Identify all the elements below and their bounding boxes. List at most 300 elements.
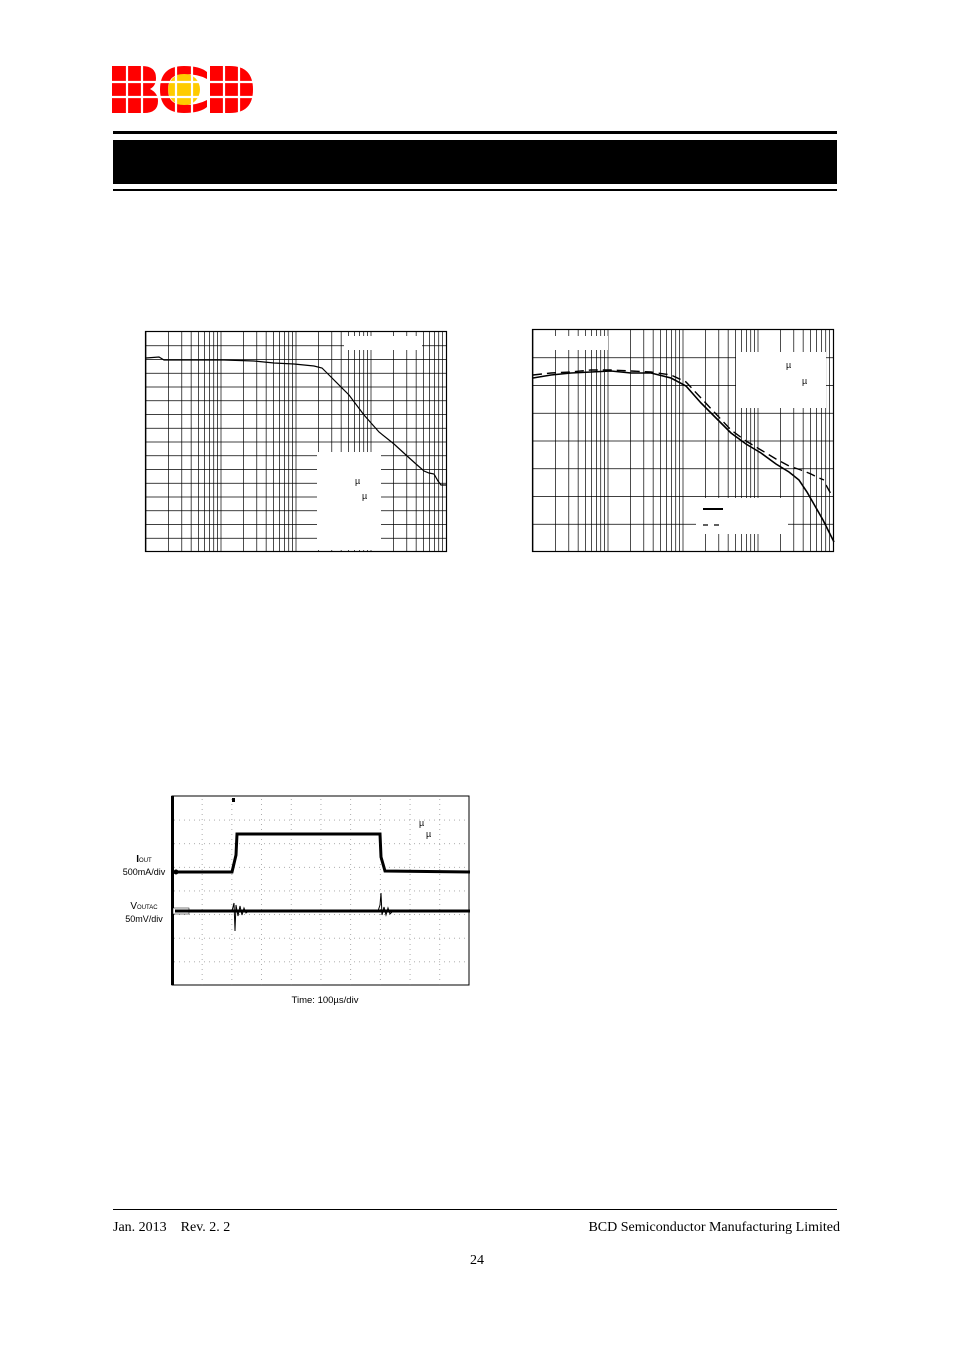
- legend-box-mid: [736, 352, 826, 408]
- graticule-dot: [261, 974, 262, 975]
- graticule-dot: [231, 904, 232, 905]
- graticule-dot: [274, 914, 275, 915]
- graticule-dot: [261, 899, 262, 900]
- graticule-dot: [269, 914, 270, 915]
- graticule-dot: [374, 891, 375, 892]
- graticule-dot: [321, 919, 322, 920]
- graticule-dot: [434, 843, 435, 844]
- graticule-dot: [350, 979, 351, 980]
- graticule-dot: [309, 891, 310, 892]
- graticule-dot: [321, 829, 322, 830]
- graticule-dot: [389, 938, 390, 939]
- graticule-dot: [204, 938, 205, 939]
- graticule-dot: [439, 834, 440, 835]
- graticule-dot: [350, 969, 351, 970]
- graticule-dot: [410, 969, 411, 970]
- graticule-dot: [399, 843, 400, 844]
- graticule-dot: [231, 884, 232, 885]
- graticule-dot: [439, 849, 440, 850]
- graticule-dot: [299, 891, 300, 892]
- graticule-dot: [414, 891, 415, 892]
- graticule-dot: [424, 867, 425, 868]
- graticule-dot: [202, 804, 203, 805]
- graticule-dot: [229, 843, 230, 844]
- graticule-dot: [459, 938, 460, 939]
- graticule-dot: [261, 814, 262, 815]
- graticule-dot: [231, 804, 232, 805]
- graticule-dot: [219, 891, 220, 892]
- graticule-dot: [349, 891, 350, 892]
- graticule-dot: [314, 961, 315, 962]
- graticule-dot: [359, 914, 360, 915]
- graticule-dot: [309, 843, 310, 844]
- graticule-dot: [410, 944, 411, 945]
- graticule-dot: [204, 961, 205, 962]
- graticule-dot: [231, 944, 232, 945]
- graticule-dot: [291, 829, 292, 830]
- graticule-dot: [410, 839, 411, 840]
- graticule-dot: [380, 864, 381, 865]
- graticule-dot: [429, 820, 430, 821]
- graticule-dot: [321, 979, 322, 980]
- graticule-dot: [399, 820, 400, 821]
- graticule-dot: [364, 914, 365, 915]
- graticule-dot: [231, 974, 232, 975]
- graticule-dot: [429, 938, 430, 939]
- graticule-dot: [344, 938, 345, 939]
- graticule-dot: [254, 843, 255, 844]
- chart-top-right: [531, 328, 836, 554]
- graticule-dot: [364, 843, 365, 844]
- graticule-dot: [434, 961, 435, 962]
- graticule-dot: [294, 820, 295, 821]
- graticule-dot: [189, 843, 190, 844]
- graticule-dot: [350, 899, 351, 900]
- graticule-dot: [439, 954, 440, 955]
- graticule-dot: [439, 884, 440, 885]
- graticule-dot: [410, 974, 411, 975]
- graticule-dot: [399, 961, 400, 962]
- graticule-dot: [231, 824, 232, 825]
- graticule-dot: [314, 938, 315, 939]
- graticule-dot: [234, 843, 235, 844]
- graticule-dot: [291, 879, 292, 880]
- graticule-dot: [350, 844, 351, 845]
- graticule-dot: [261, 894, 262, 895]
- graticule-dot: [399, 914, 400, 915]
- graticule-dot: [284, 867, 285, 868]
- graticule-dot: [194, 961, 195, 962]
- graticule-dot: [350, 959, 351, 960]
- graticule-dot: [414, 961, 415, 962]
- graticule-dot: [199, 820, 200, 821]
- graticule-dot: [319, 867, 320, 868]
- graticule-dot: [410, 949, 411, 950]
- graticule-dot: [324, 820, 325, 821]
- graticule-dot: [319, 938, 320, 939]
- graticule-dot: [449, 938, 450, 939]
- graticule-dot: [269, 938, 270, 939]
- graticule-dot: [204, 867, 205, 868]
- graticule-dot: [179, 867, 180, 868]
- graticule-dot: [291, 799, 292, 800]
- graticule-dot: [231, 934, 232, 935]
- graticule-dot: [459, 891, 460, 892]
- graticule-dot: [231, 814, 232, 815]
- graticule-dot: [419, 891, 420, 892]
- graticule-dot: [409, 820, 410, 821]
- graticule-dot: [434, 820, 435, 821]
- graticule-dot: [261, 824, 262, 825]
- graticule-dot: [294, 914, 295, 915]
- graticule-dot: [279, 843, 280, 844]
- graticule-dot: [350, 864, 351, 865]
- graticule-dot: [410, 854, 411, 855]
- graticule-dot: [202, 814, 203, 815]
- graticule-dot: [389, 891, 390, 892]
- graticule-dot: [379, 867, 380, 868]
- graticule-dot: [231, 919, 232, 920]
- graticule-dot: [264, 820, 265, 821]
- graticule-dot: [289, 843, 290, 844]
- graticule-dot: [350, 974, 351, 975]
- graticule-dot: [261, 944, 262, 945]
- graticule-dot: [350, 944, 351, 945]
- graticule-dot: [291, 949, 292, 950]
- graticule-dot: [231, 829, 232, 830]
- graticule-dot: [449, 867, 450, 868]
- graticule-dot: [439, 854, 440, 855]
- graticule-dot: [259, 843, 260, 844]
- graticule-dot: [214, 867, 215, 868]
- graticule-dot: [429, 867, 430, 868]
- graticule-dot: [464, 867, 465, 868]
- graticule-dot: [274, 867, 275, 868]
- graticule-dot: [410, 939, 411, 940]
- graticule-dot: [231, 839, 232, 840]
- graticule-dot: [369, 914, 370, 915]
- graticule-dot: [261, 859, 262, 860]
- page-number: 24: [470, 1253, 484, 1268]
- graticule-dot: [349, 867, 350, 868]
- graticule-dot: [229, 891, 230, 892]
- graticule-dot: [261, 929, 262, 930]
- graticule-dot: [284, 914, 285, 915]
- graticule-dot: [229, 961, 230, 962]
- graticule-dot: [444, 843, 445, 844]
- graticule-dot: [291, 824, 292, 825]
- graticule-dot: [231, 954, 232, 955]
- graticule-dot: [231, 984, 232, 985]
- graticule-dot: [329, 867, 330, 868]
- graticule-dot: [354, 938, 355, 939]
- graticule-dot: [449, 843, 450, 844]
- graticule-dot: [231, 969, 232, 970]
- graticule-dot: [334, 914, 335, 915]
- graticule-dot: [380, 809, 381, 810]
- graticule-dot: [321, 884, 322, 885]
- graticule-dot: [304, 914, 305, 915]
- graticule-dot: [439, 984, 440, 985]
- graticule-dot: [249, 843, 250, 844]
- graticule-dot: [354, 820, 355, 821]
- graticule-dot: [384, 961, 385, 962]
- graticule-dot: [289, 891, 290, 892]
- graticule-dot: [414, 938, 415, 939]
- graticule-dot: [261, 964, 262, 965]
- graticule-dot: [202, 939, 203, 940]
- graticule-dot: [202, 879, 203, 880]
- graticule-dot: [299, 820, 300, 821]
- graticule-dot: [184, 843, 185, 844]
- graticule-dot: [419, 843, 420, 844]
- graticule-dot: [350, 874, 351, 875]
- graticule-dot: [319, 961, 320, 962]
- graticule-dot: [349, 843, 350, 844]
- graticule-dot: [410, 984, 411, 985]
- legend-box-lower: [317, 452, 381, 550]
- graticule-dot: [231, 819, 232, 820]
- graticule-dot: [389, 820, 390, 821]
- graticule-dot: [321, 929, 322, 930]
- graticule-dot: [314, 843, 315, 844]
- graticule-dot: [454, 891, 455, 892]
- graticule-dot: [419, 961, 420, 962]
- graticule-dot: [459, 961, 460, 962]
- graticule-dot: [434, 938, 435, 939]
- graticule-dot: [264, 938, 265, 939]
- graticule-dot: [334, 867, 335, 868]
- graticule-dot: [439, 924, 440, 925]
- graticule-dot: [384, 843, 385, 844]
- graticule-dot: [439, 938, 440, 939]
- graticule-dot: [321, 874, 322, 875]
- graticule-dot: [439, 899, 440, 900]
- graticule-dot: [380, 799, 381, 800]
- graticule-dot: [202, 889, 203, 890]
- logo-letter-d: [210, 66, 253, 113]
- graticule-dot: [231, 894, 232, 895]
- graticule-dot: [449, 820, 450, 821]
- graticule-dot: [261, 954, 262, 955]
- graticule-dot: [369, 961, 370, 962]
- graticule-dot: [459, 914, 460, 915]
- graticule-dot: [309, 938, 310, 939]
- graticule-dot: [321, 854, 322, 855]
- graticule-dot: [409, 961, 410, 962]
- graticule-dot: [261, 904, 262, 905]
- legend-mu-1: µ: [786, 360, 792, 370]
- graticule-dot: [439, 944, 440, 945]
- graticule-dot: [410, 919, 411, 920]
- graticule-dot: [350, 924, 351, 925]
- graticule-dot: [184, 867, 185, 868]
- graticule-dot: [424, 914, 425, 915]
- graticule-dot: [389, 961, 390, 962]
- graticule-dot: [419, 867, 420, 868]
- footer-date-rev: Jan. 2013 Rev. 2. 2: [113, 1220, 231, 1235]
- graticule-dot: [439, 919, 440, 920]
- graticule-dot: [291, 844, 292, 845]
- graticule-dot: [359, 867, 360, 868]
- graticule-dot: [259, 938, 260, 939]
- graticule-dot: [380, 969, 381, 970]
- graticule-dot: [410, 929, 411, 930]
- graticule-dot: [321, 949, 322, 950]
- graticule-dot: [439, 949, 440, 950]
- graticule-dot: [321, 864, 322, 865]
- graticule-dot: [261, 874, 262, 875]
- scope-iout-label: [118, 854, 170, 878]
- graticule-dot: [174, 820, 175, 821]
- graticule-dot: [214, 961, 215, 962]
- graticule-dot: [379, 961, 380, 962]
- graticule-dot: [231, 879, 232, 880]
- graticule-dot: [410, 959, 411, 960]
- graticule-dot: [350, 919, 351, 920]
- legend-mu-2: µ: [802, 376, 808, 386]
- graticule-dot: [389, 843, 390, 844]
- graticule-dot: [380, 949, 381, 950]
- graticule-dot: [294, 891, 295, 892]
- graticule-dot: [410, 799, 411, 800]
- graticule-dot: [261, 879, 262, 880]
- graticule-dot: [231, 844, 232, 845]
- vout-label-sub: OUTAC: [137, 905, 158, 911]
- graticule-dot: [321, 944, 322, 945]
- graticule-dot: [202, 929, 203, 930]
- graticule-dot: [231, 874, 232, 875]
- graticule-dot: [369, 843, 370, 844]
- graticule-dot: [294, 938, 295, 939]
- graticule-dot: [380, 979, 381, 980]
- graticule-dot: [261, 959, 262, 960]
- graticule-dot: [384, 820, 385, 821]
- graticule-dot: [380, 814, 381, 815]
- graticule-dot: [291, 809, 292, 810]
- graticule-dot: [439, 804, 440, 805]
- graticule-dot: [410, 879, 411, 880]
- graticule-dot: [231, 899, 232, 900]
- graticule-dot: [454, 867, 455, 868]
- footer-rule: [113, 1209, 837, 1210]
- graticule-dot: [380, 944, 381, 945]
- graticule-dot: [374, 820, 375, 821]
- graticule-dot: [424, 961, 425, 962]
- graticule-dot: [321, 969, 322, 970]
- iout-label-main: I: [136, 854, 140, 865]
- graticule-dot: [439, 891, 440, 892]
- graticule-dot: [454, 961, 455, 962]
- graticule-dot: [234, 820, 235, 821]
- graticule-dot: [231, 914, 232, 915]
- graticule-dot: [329, 938, 330, 939]
- graticule-dot: [231, 959, 232, 960]
- graticule-dot: [394, 867, 395, 868]
- graticule-dot: [261, 829, 262, 830]
- graticule-dot: [261, 844, 262, 845]
- graticule-dot: [350, 934, 351, 935]
- graticule-dot: [354, 843, 355, 844]
- graticule-dot: [321, 849, 322, 850]
- graticule-dot: [202, 969, 203, 970]
- graticule-dot: [409, 938, 410, 939]
- graticule-dot: [439, 889, 440, 890]
- graticule-dot: [439, 824, 440, 825]
- graticule-dot: [194, 914, 195, 915]
- graticule-dot: [309, 867, 310, 868]
- graticule-dot: [399, 938, 400, 939]
- graticule-dot: [410, 834, 411, 835]
- graticule-dot: [279, 914, 280, 915]
- graticule-dot: [380, 954, 381, 955]
- graticule-dot: [244, 820, 245, 821]
- graticule-dot: [380, 984, 381, 985]
- graticule-dot: [291, 954, 292, 955]
- graticule-dot: [239, 938, 240, 939]
- graticule-dot: [284, 938, 285, 939]
- graticule-dot: [224, 820, 225, 821]
- graticule-dot: [344, 914, 345, 915]
- graticule-dot: [464, 843, 465, 844]
- graticule-dot: [174, 961, 175, 962]
- graticule-dot: [261, 869, 262, 870]
- graticule-dot: [284, 820, 285, 821]
- graticule-dot: [350, 824, 351, 825]
- graticule-dot: [219, 820, 220, 821]
- graticule-dot: [291, 904, 292, 905]
- graticule-dot: [291, 869, 292, 870]
- graticule-dot: [321, 934, 322, 935]
- graticule-dot: [199, 961, 200, 962]
- graticule-dot: [244, 891, 245, 892]
- graticule-dot: [384, 938, 385, 939]
- graticule-dot: [219, 938, 220, 939]
- graticule-dot: [291, 939, 292, 940]
- graticule-dot: [354, 867, 355, 868]
- graticule-dot: [261, 864, 262, 865]
- graticule-dot: [379, 914, 380, 915]
- graticule-dot: [439, 809, 440, 810]
- graticule-dot: [231, 924, 232, 925]
- graticule-dot: [359, 938, 360, 939]
- graticule-dot: [291, 804, 292, 805]
- graticule-dot: [380, 889, 381, 890]
- graticule-dot: [439, 799, 440, 800]
- graticule-dot: [219, 843, 220, 844]
- graticule-dot: [334, 938, 335, 939]
- graticule-dot: [179, 961, 180, 962]
- graticule-dot: [319, 820, 320, 821]
- graticule-dot: [404, 938, 405, 939]
- graticule-dot: [324, 891, 325, 892]
- chart-top-left: [144, 330, 449, 554]
- graticule-dot: [279, 867, 280, 868]
- graticule-dot: [404, 961, 405, 962]
- graticule-dot: [202, 844, 203, 845]
- graticule-dot: [291, 874, 292, 875]
- graticule-dot: [404, 843, 405, 844]
- graticule-dot: [174, 891, 175, 892]
- graticule-dot: [194, 843, 195, 844]
- graticule-dot: [202, 944, 203, 945]
- graticule-dot: [314, 867, 315, 868]
- graticule-dot: [261, 849, 262, 850]
- graticule-dot: [439, 974, 440, 975]
- graticule-dot: [224, 867, 225, 868]
- graticule-dot: [339, 820, 340, 821]
- graticule-dot: [291, 889, 292, 890]
